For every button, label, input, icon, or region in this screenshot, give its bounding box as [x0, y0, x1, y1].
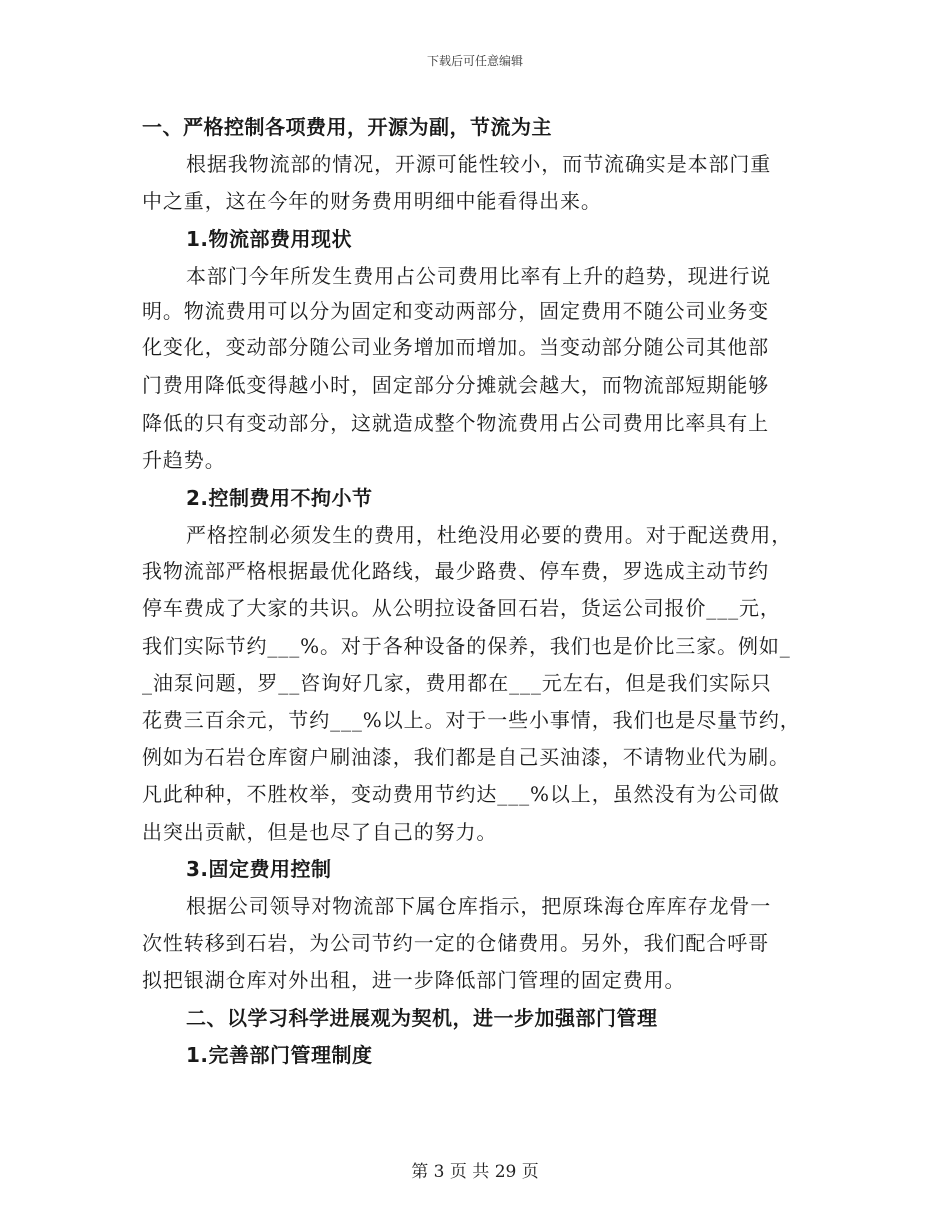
section-heading-2: 二、以学习科学进展观为契机，进一步加强部门管理	[186, 1006, 658, 1030]
paragraph-line: 出突出贡献，但是也尽了自己的努力。	[142, 820, 498, 844]
paragraph-line: 凡此种种，不胜枚举，变动费用节约达___%以上，虽然没有为公司做	[142, 782, 780, 806]
paragraph-line: 次性转移到石岩，为公司节约一定的仓储费用。另外，我们配合呼哥	[142, 931, 769, 955]
paragraph-line: 花费三百余元，节约___%以上。对于一些小事情，我们也是尽量节约，	[142, 708, 801, 732]
paragraph-line: 升趋势。	[142, 448, 226, 472]
paragraph-line: 明。物流费用可以分为固定和变动两部分，固定费用不随公司业务变	[142, 299, 769, 323]
paragraph-line: 化变化，变动部分随公司业务增加而增加。当变动部分随公司其他部	[142, 335, 769, 359]
subheading-3: 3.固定费用控制	[186, 857, 332, 881]
paragraph-line: 根据我物流部的情况，开源可能性较小，而节流确实是本部门重	[186, 152, 772, 176]
paragraph-line: 拟把银湖仓库对外出租，进一步降低部门管理的固定费用。	[142, 968, 686, 992]
paragraph-line: 我物流部严格根据最优化路线，最少路费、停车费，罗选成主动节约	[142, 559, 769, 583]
page-number-footer: 第 3 页 共 29 页	[411, 1162, 539, 1182]
subheading-2: 2.控制费用不拘小节	[186, 486, 373, 510]
paragraph-line: 降低的只有变动部分，这就造成整个物流费用占公司费用比率具有上	[142, 411, 769, 435]
paragraph-line: 本部门今年所发生费用占公司费用比率有上升的趋势，现进行说	[186, 264, 772, 288]
subheading-1: 1.物流部费用现状	[186, 227, 353, 251]
paragraph-line: _油泵问题，罗__咨询好几家，费用都在___元左右，但是我们实际只	[142, 671, 772, 695]
paragraph-line: 根据公司领导对物流部下属仓库指示，把原珠海仓库库存龙骨一	[186, 894, 772, 918]
paragraph-line: 我们实际节约___%。对于各种设备的保养，我们也是价比三家。例如_	[142, 634, 791, 658]
paragraph-line: 严格控制必须发生的费用，杜绝没用必要的费用。对于配送费用，	[186, 523, 793, 547]
paragraph-line: 例如为石岩仓库窗户刷油漆，我们都是自己买油漆，不请物业代为刷。	[142, 745, 790, 769]
section-heading-1: 一、严格控制各项费用，开源为副，节流为主	[142, 115, 552, 139]
paragraph-line: 停车费成了大家的共识。从公明拉设备回石岩，货运公司报价___元，	[142, 596, 781, 620]
subheading-4: 1.完善部门管理制度	[186, 1043, 373, 1067]
paragraph-line: 中之重，这在今年的财务费用明细中能看得出来。	[142, 189, 602, 213]
page-header-note: 下载后可任意编辑	[426, 54, 523, 68]
paragraph-line: 门费用降低变得越小时，固定部分分摊就会越大，而物流部短期能够	[142, 373, 769, 397]
